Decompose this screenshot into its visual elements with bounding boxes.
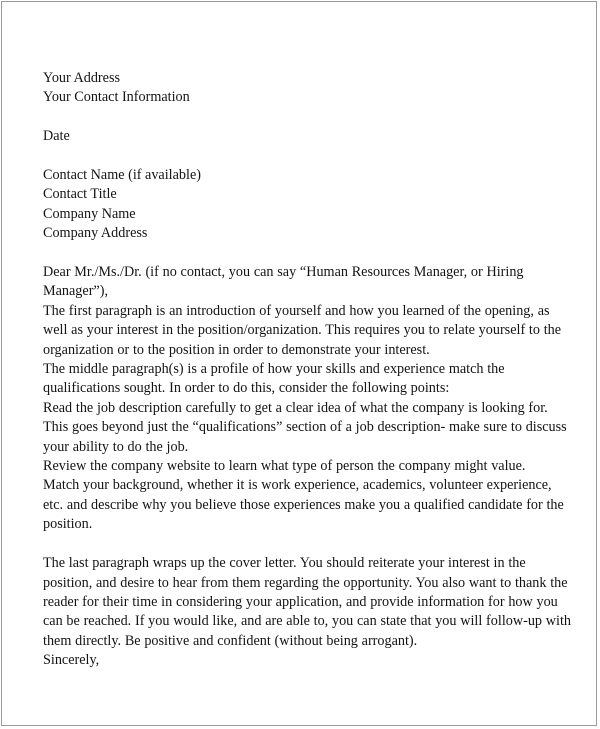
salutation: Dear Mr./Ms./Dr. (if no contact, you can say “Human Resources Manager, or Hiring Manager”), xyxy=(43,264,524,300)
sender-address: Your Address xyxy=(43,70,120,86)
document-page xyxy=(1,1,597,726)
middle-paragraph-point: Match your background, whether it is work experience, academics, volunteer experience, etc. and describe why you believe those experiences make you a qualified candidate for the position. xyxy=(43,477,564,533)
middle-paragraph-point: Read the job description carefully to get a clear idea of what the company is looking for. This goes beyond just the “qualifications” section of a job description- make sure to discuss your ability to do the job. xyxy=(43,399,567,455)
sender-block xyxy=(43,69,573,108)
middle-paragraph xyxy=(43,360,573,535)
date-block xyxy=(43,127,573,146)
recipient-company-address: Company Address xyxy=(43,225,148,242)
sign-off: Sincerely, xyxy=(43,652,100,669)
sender-contact: Your Contact Information xyxy=(43,89,190,106)
recipient-block xyxy=(43,166,573,244)
intro-paragraph: The first paragraph is an introduction of yourself and how you learned of the opening, as well as your interest in the position/organization. This requires you to relate yourself to the organization or to the position in order to demonstrate your interest. xyxy=(43,302,562,358)
recipient-company: Company Name xyxy=(43,205,136,222)
closing-paragraph: The last paragraph wraps up the cover letter. You should reiterate your interest in the position, and desire to hear from them regarding the opportunity. You also want to thank the reader for their time in considering your application, and provide information for how you can be reached. If you would like, and are able to, you can state that you will follow-up with them directly. Be positive and confident (without being arrogant). xyxy=(43,555,571,649)
letter-date: Date xyxy=(43,128,70,145)
middle-paragraph-point: Review the company website to learn what type of person the company might value. xyxy=(43,458,526,475)
recipient-name: Contact Name (if available) xyxy=(43,167,201,183)
recipient-title: Contact Title xyxy=(43,186,117,203)
middle-paragraph-intro: The middle paragraph(s) is a profile of how your skills and experience match the qualifications sought. In order to do this, consider the following points: xyxy=(43,361,505,397)
cover-letter xyxy=(43,69,573,671)
